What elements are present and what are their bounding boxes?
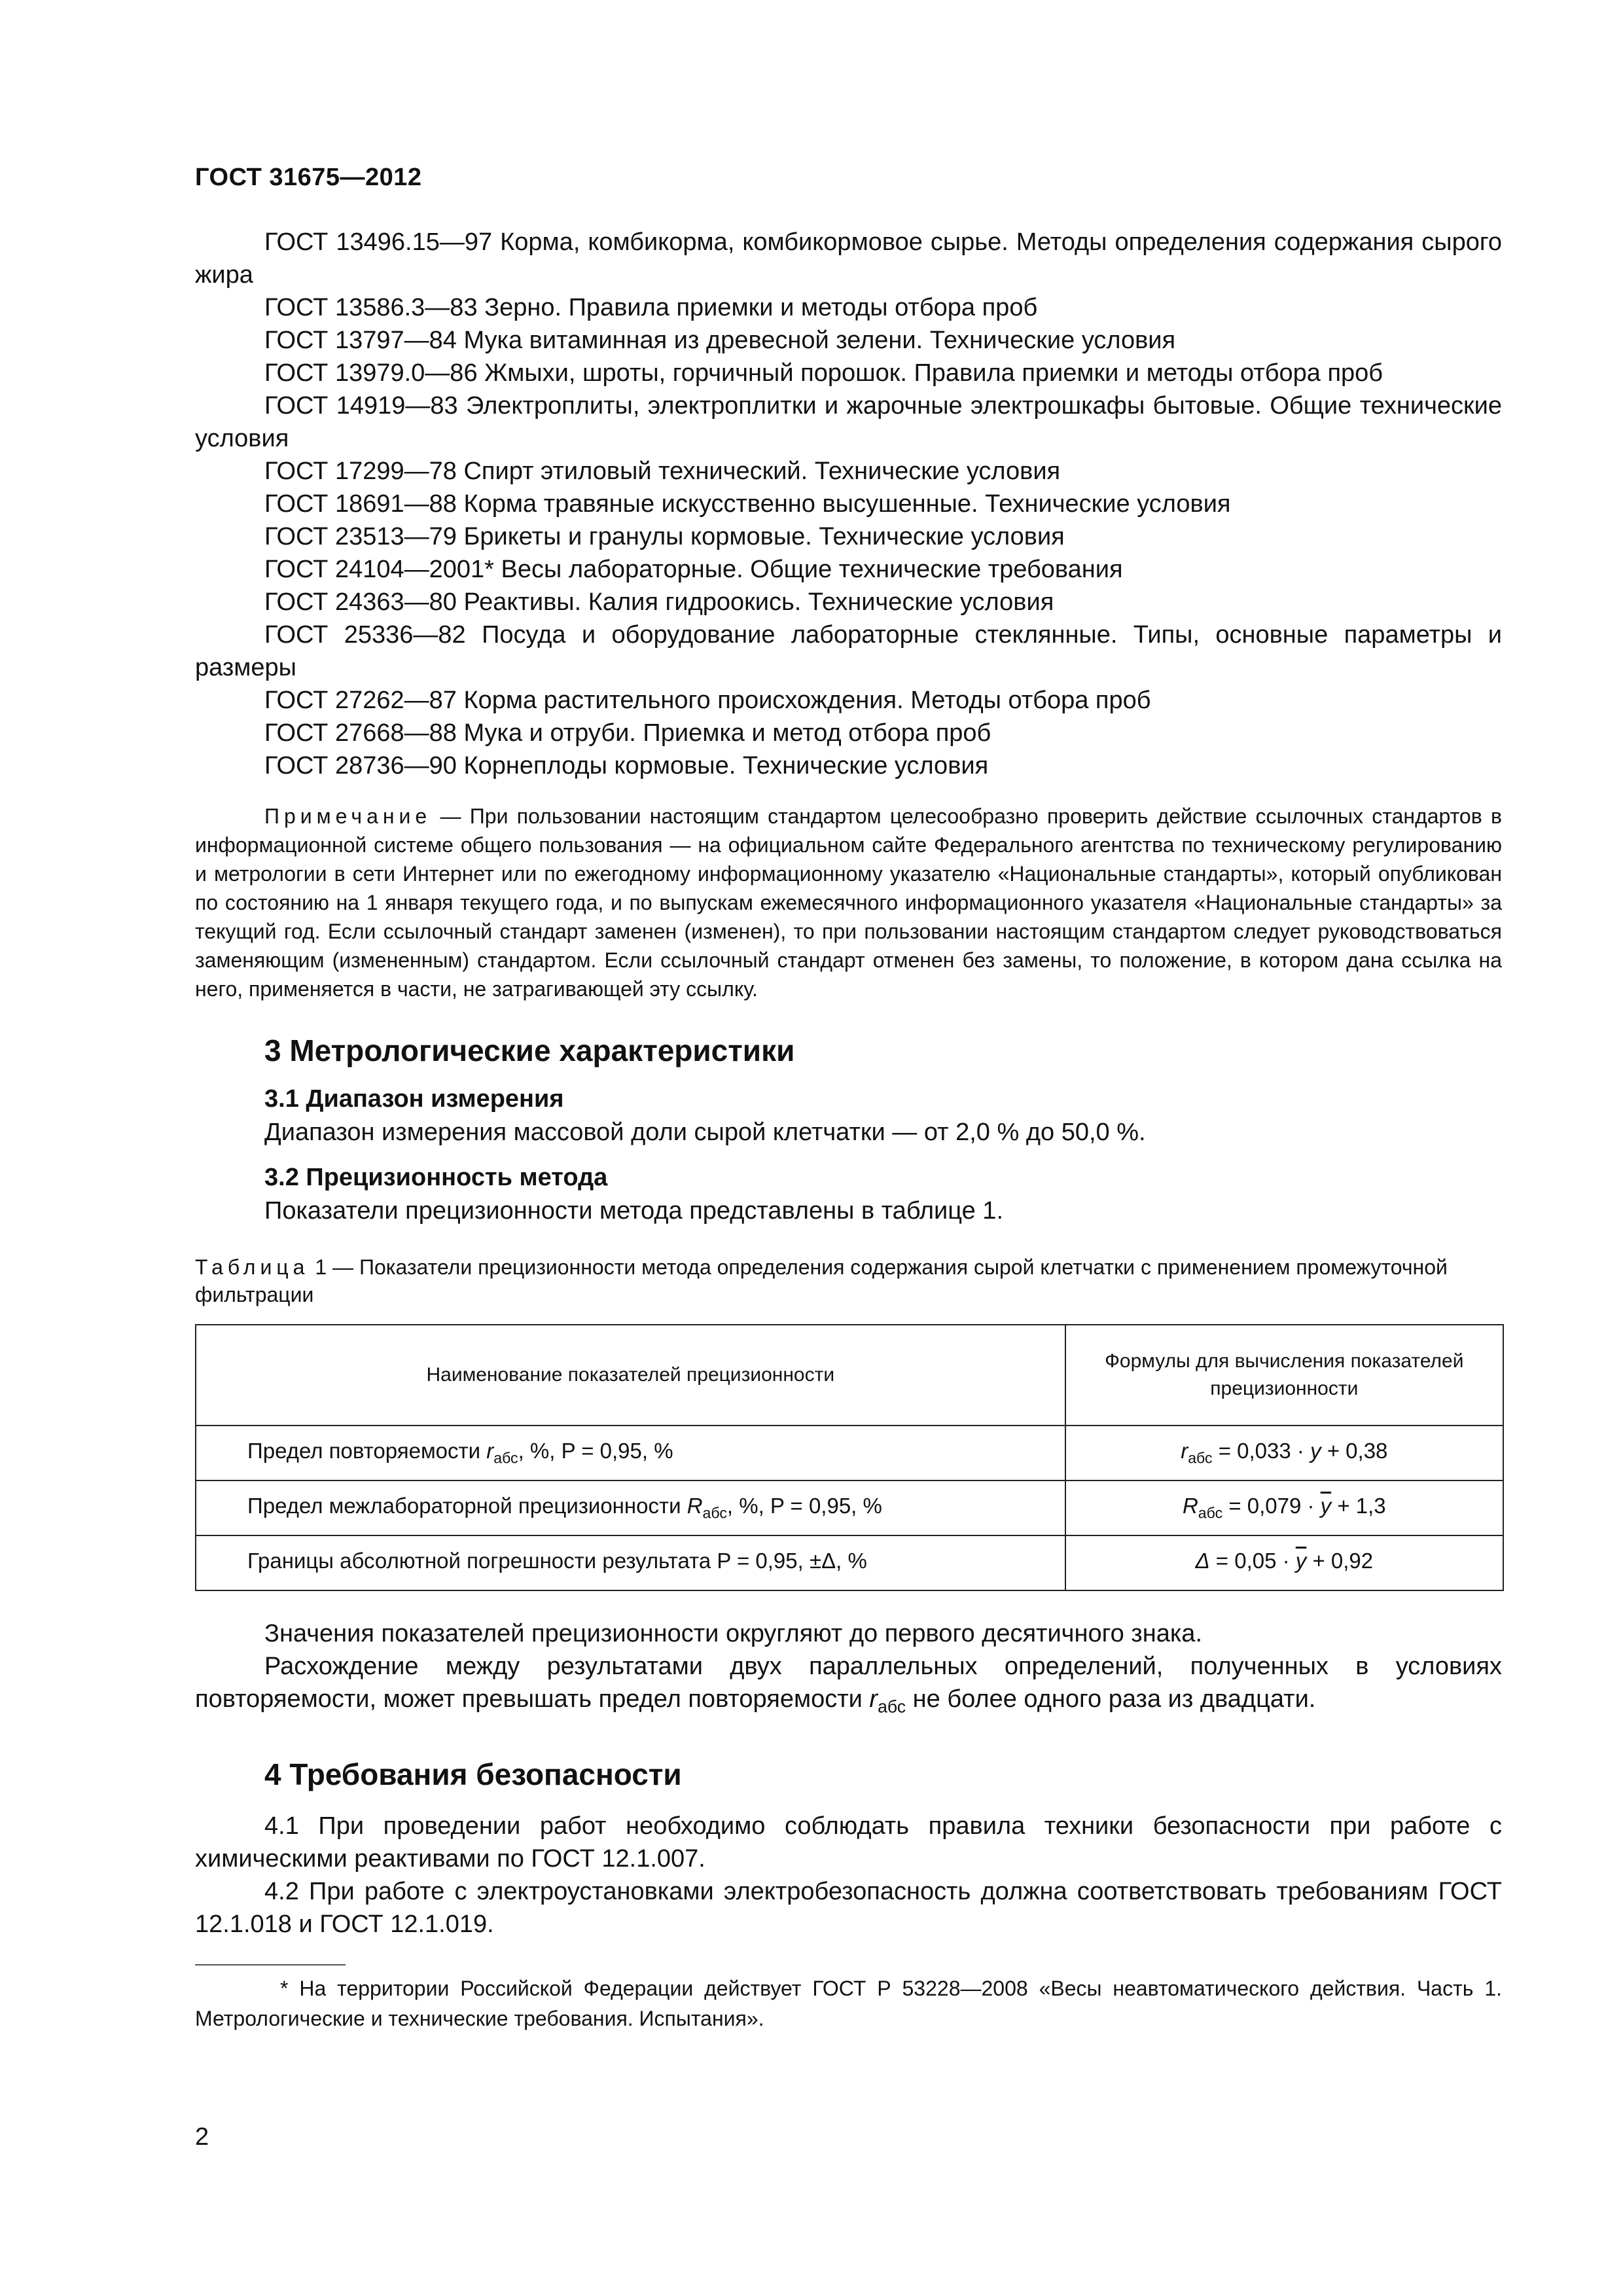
table-row (196, 1480, 1503, 1535)
table-caption-text: 1 — Показатели прецизионности метода определения содержания сырой клетчатки с применением промежуточной фильтрации (195, 1255, 1448, 1306)
reference-title: Реактивы. Калия гидроокись. Технические условия (463, 588, 1054, 616)
reference-title: Корма, комбикорма, комбикормовое сырье. Методы определения содержания сырого жира (195, 228, 1502, 289)
note-label: Примечание (264, 804, 432, 828)
reference-title: Спирт этиловый технический. Технические условия (463, 457, 1061, 485)
document-header: ГОСТ 31675—2012 (195, 164, 422, 191)
formula-coefficient: = 0,05 · (1209, 1549, 1296, 1573)
indicator-symbol: R (687, 1494, 703, 1518)
reference-code: ГОСТ 13586.3—83 (264, 294, 478, 321)
reference-code: ГОСТ 13496.15—97 (264, 228, 493, 256)
indicator-name-cell (196, 1480, 1065, 1535)
reference-item (195, 553, 1502, 586)
reference-title: Электроплиты, электроплитки и жарочные электрошкафы бытовые. Общие технические условия (195, 392, 1503, 452)
reference-item (195, 324, 1502, 357)
formula-coefficient: = 0,033 · (1212, 1439, 1311, 1463)
section-4-2-text: 4.2 При работе с электроустановками электробезопасность должна соответствовать требованиям ГОСТ 12.1.018 и ГОСТ 12.1.019. (195, 1877, 1502, 1938)
reference-item (195, 619, 1502, 684)
reference-item (195, 488, 1502, 520)
reference-item (195, 717, 1502, 749)
formula-cell (1065, 1480, 1503, 1535)
section-4-title: 4 Требования безопасности (264, 1757, 682, 1791)
document-content (195, 226, 1502, 2034)
table-header-formula: Формулы для вычисления показателей прецизионности (1065, 1325, 1503, 1426)
table-row (196, 1426, 1503, 1480)
note-text: — При пользовании настоящим стандартом целесообразно проверить действие ссылочных стандартов в информационной системе общего пользования — на официальном сайте Федерального агентства по техническому регулированию и метрологии в сети Интернет или по ежегодному информационному указателю «Национальные стандарты», который опубликован по состоянию на 1 января текущего года, и по выпускам ежемесячного информационного указателя «Национальные стандарты» за текущий год. Если ссылочный стандарт заменен (изменен), то при пользовании настоящим стандартом следует руководствоваться заменяющим (измененным) стандартом. Если ссылочный стандарт отменен без замены, то положение, в котором дана ссылка на него, применяется в части, не затрагивающей эту ссылку. (195, 804, 1503, 1001)
reference-code: ГОСТ 27668—88 (264, 719, 457, 747)
formula-constant: + 0,38 (1321, 1439, 1388, 1463)
reference-code: ГОСТ 23513—79 (264, 523, 457, 550)
reference-code: ГОСТ 18691—88 (264, 490, 457, 518)
formula-coefficient: = 0,079 · (1222, 1494, 1321, 1518)
note-paragraph (195, 802, 1502, 1003)
reference-item (195, 749, 1502, 782)
precision-table (195, 1324, 1504, 1591)
indicator-name: Границы абсолютной погрешности результата (247, 1549, 717, 1573)
formula-subscript: абс (1188, 1449, 1213, 1467)
reference-title: Зерно. Правила приемки и методы отбора проб (484, 294, 1038, 321)
table-body (196, 1426, 1503, 1590)
reference-code: ГОСТ 25336—82 (264, 621, 466, 649)
section-3-1-title: 3.1 Диапазон измерения (264, 1085, 564, 1113)
reference-title: Мука и отруби. Приемка и метод отбора проб (463, 719, 991, 747)
indicator-conditions: , %, P = 0,95, % (726, 1494, 882, 1518)
reference-code: ГОСТ 13979.0—86 (264, 359, 478, 387)
formula-constant: + 0,92 (1306, 1549, 1374, 1573)
reference-item (195, 357, 1502, 389)
reference-item (195, 455, 1502, 488)
formula-symbol: r (1181, 1439, 1188, 1463)
section-3-2-title: 3.2 Прецизионность метода (264, 1164, 608, 1191)
formula-variable: y (1310, 1439, 1321, 1463)
indicator-subscript: абс (702, 1504, 727, 1522)
indicator-name-cell (196, 1535, 1065, 1590)
reference-title: Жмыхи, шроты, горчичный порошок. Правила приемки и методы отбора проб (484, 359, 1383, 387)
repeatability-paragraph (195, 1650, 1502, 1723)
formula-subscript: абс (1198, 1504, 1223, 1522)
reference-title: Весы лабораторные. Общие технические требования (501, 556, 1123, 583)
indicator-name: Предел межлабораторной прецизионности (247, 1494, 687, 1518)
reference-item (195, 291, 1502, 324)
section-4-1-text: 4.1 При проведении работ необходимо соблюдать правила техники безопасности при работе с химическими реактивами по ГОСТ 12.1.007. (195, 1812, 1502, 1873)
section-3-2-text: Показатели прецизионности метода представлены в таблице 1. (264, 1197, 1003, 1225)
formula-cell (1065, 1426, 1503, 1480)
repeatability-text-1: Расхождение между результатами двух параллельных определений, полученных в условиях повторяемости, может превышать предел повторяемости (195, 1653, 1502, 1713)
page-number: 2 (195, 2123, 209, 2151)
indicator-conditions: P = 0,95, ±Δ, % (717, 1549, 867, 1573)
formula-symbol: Δ (1195, 1549, 1210, 1573)
section-3-title: 3 Метрологические характеристики (264, 1033, 795, 1067)
reference-code: ГОСТ 13797—84 (264, 327, 457, 354)
reference-title: Корма травяные искусственно высушенные. Технические условия (463, 490, 1231, 518)
reference-title: Посуда и оборудование лабораторные стеклянные. Типы, основные параметры и размеры (195, 621, 1503, 681)
reference-code: ГОСТ 14919—83 (264, 392, 458, 420)
table-label: Таблица (195, 1255, 310, 1279)
reference-title: Мука витаминная из древесной зелени. Технические условия (463, 327, 1176, 354)
reference-title: Брикеты и гранулы кормовые. Технические условия (463, 523, 1065, 550)
reference-item (195, 226, 1502, 291)
formula-variable: $\overline{y}$ (1295, 1549, 1307, 1573)
indicator-name: Предел повторяемости (247, 1439, 487, 1463)
footnote: * На территории Российской Федерации действует ГОСТ Р 53228—2008 «Весы неавтоматического действия. Часть 1. Метрологические и технические требования. Испытания». (195, 1976, 1502, 2030)
reference-item (195, 684, 1502, 717)
section-3-1-text: Диапазон измерения массовой доли сырой клетчатки — от 2,0 % до 50,0 %. (264, 1119, 1146, 1146)
reference-title: Корма растительного происхождения. Методы отбора проб (463, 687, 1151, 714)
reference-title: Корнеплоды кормовые. Технические условия (463, 752, 989, 780)
repeatability-subscript: абс (878, 1696, 906, 1717)
indicator-conditions: , %, P = 0,95, % (518, 1439, 673, 1463)
formula-symbol: R (1182, 1494, 1198, 1518)
footnote-divider (195, 1964, 346, 1965)
reference-item (195, 520, 1502, 553)
reference-code: ГОСТ 24363—80 (264, 588, 457, 616)
normative-references-list (195, 226, 1502, 782)
reference-code: ГОСТ 28736—90 (264, 752, 457, 780)
table-caption (195, 1253, 1502, 1308)
reference-item (195, 586, 1502, 619)
indicator-name-cell (196, 1426, 1065, 1480)
table-header-name: Наименование показателей прецизионности (196, 1325, 1065, 1426)
formula-variable: $\overline{y}$ (1320, 1494, 1332, 1518)
indicator-symbol: r (486, 1439, 494, 1463)
reference-code: ГОСТ 17299—78 (264, 457, 457, 485)
reference-item (195, 389, 1502, 455)
formula-constant: + 1,3 (1331, 1494, 1386, 1518)
rounding-paragraph: Значения показателей прецизионности округляют до первого десятичного знака. (264, 1620, 1202, 1647)
repeatability-text-2: не более одного раза из двадцати. (906, 1685, 1316, 1713)
table-row (196, 1535, 1503, 1590)
reference-code: ГОСТ 24104—2001* (264, 556, 494, 583)
reference-code: ГОСТ 27262—87 (264, 687, 457, 714)
formula-cell (1065, 1535, 1503, 1590)
repeatability-symbol: r (869, 1685, 878, 1713)
table-header-row (196, 1325, 1503, 1426)
indicator-subscript: абс (493, 1449, 518, 1467)
